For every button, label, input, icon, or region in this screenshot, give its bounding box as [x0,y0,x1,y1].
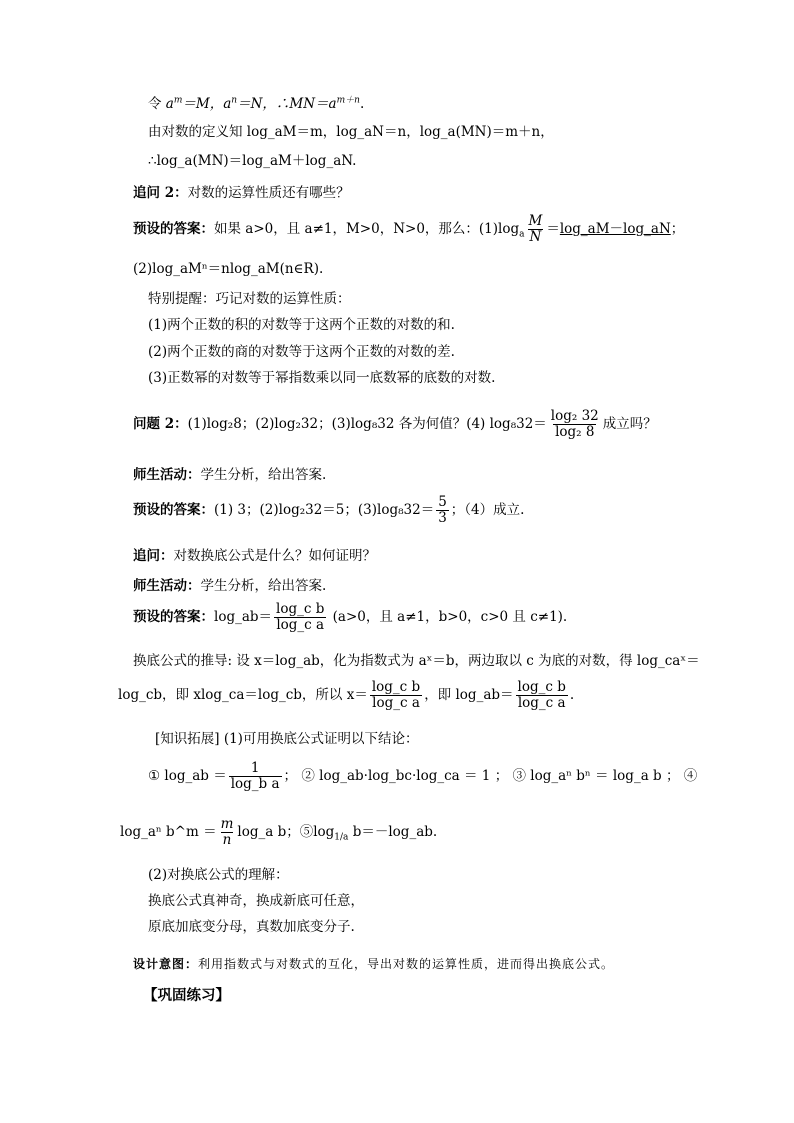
label: 预设的答案： [133,609,214,625]
fraction: $\frac{m}{n}$ [220,816,234,848]
line-24: 原底加底变分母，真数加底变分子. [148,919,355,935]
line-13: 预设的答案：(1) 3；(2)log₂32＝5；(3)log₈32＝ $\frac{5}{3}$ ；（4）成立. [133,494,525,526]
line-1: 令 $a^m=M$，$a^n=N$，$\therefore MN=a^{m+n}$. [148,95,365,112]
line-10: (3)正数幂的对数等于幂指数乘以同一底数幂的底数的对数. [148,370,496,386]
label: 追问 2： [133,185,188,201]
fraction: $\frac{\text{log\_c b}}{\text{log\_c a}}$ [517,679,566,711]
label: 问题 2： [133,416,188,432]
line-15: 师生活动：学生分析，给出答案. [133,578,327,594]
label: 设计意图： [133,957,199,971]
label: 师生活动： [133,578,201,594]
line-2: 由对数的定义知 log_aM＝m，log_aN＝n，log_a(MN)＝m＋n， [148,124,554,140]
label: 追问： [133,548,174,564]
line-9: (2)两个正数的商的对数等于这两个正数的对数的差. [148,344,455,360]
line-17: 换底公式的推导: 设 x＝log_ab，化为指数式为 aˣ＝b，两边取以 c 为底的对数，得 log_caˣ＝ [133,653,700,669]
line-19: [知识拓展] (1)可用换底公式证明以下结论： [155,731,419,747]
line-11: 问题 2：(1)log₂8；(2)log₂32；(3)log₈32 各为何值？(4) log₈32＝ $\frac{\text{log₂ 32}}{\text{log₂ 8}}$ 成立吗？ [133,408,657,440]
line-8: (1)两个正数的积的对数等于这两个正数的对数的和. [148,317,455,333]
line-7: 特别提醒：巧记对数的运算性质： [148,291,351,307]
fraction: $\frac{\text{log\_c b}}{\text{log\_c a}}$ [276,601,325,633]
label: 预设的答案： [133,502,214,518]
label: 师生活动： [133,467,201,483]
line-21: log_aⁿ b^m ＝ $\frac{m}{n}$ log_a b；$⑤\log_{1/a}$ b＝－log_ab. [120,816,438,848]
fraction: $\frac{\text{log₂ 32}}{\text{log₂ 8}}$ [550,408,599,440]
line-14: 追问：对数换底公式是什么？如何证明？ [133,548,376,564]
line-25: 设计意图：利用指数式与对数式的互化，导出对数的运算性质，进而得出换底公式。 [133,957,615,971]
fraction: $\frac{5}{3}$ [438,494,447,526]
section-heading: 【巩固练习】 [143,987,230,1004]
line-22: (2)对换底公式的理解： [148,867,289,883]
line-4: 追问 2：对数的运算性质还有哪些？ [133,185,350,201]
fraction: $\frac{1}{\text{log\_b a}}$ [230,760,280,792]
line-3: ∴log_a(MN)＝log_aM＋log_aN. [148,153,357,169]
line-16: 预设的答案：log_ab＝ $\frac{\text{log\_c b}}{\text{log\_c a}}$ (a>0，且 a≠1，b>0，c>0 且 c≠1). [133,601,568,633]
line-12: 师生活动：学生分析，给出答案. [133,467,327,483]
line-20: ① log_ab ＝ $\frac{1}{\text{log\_b a}}$ ； ② log_ab·log_bc·log_ca ＝ 1 ； ③ log_aⁿ bⁿ ＝ log_a b ； ④ [148,760,698,792]
fraction: $\frac{\text{log\_c b}}{\text{log\_c a}}$ [371,679,421,711]
fraction: $\frac{M}{N}$ [528,213,543,245]
line-23: 换底公式真神奇，换成新底可任意， [148,893,364,909]
line-18: log_cb，即 xlog_ca＝log_cb，所以 x＝ $\frac{\text{log\_c b}}{\text{log\_c a}}$ ，即 log_ab＝ $\frac{\text{log\_c b}}{\text{log\_c a}}$ . [118,679,575,711]
line-5: 预设的答案：如果 a>0，且 a≠1，M>0，N>0，那么：$(1)\log_a$ $\frac{M}{N}$ ＝log_aM－log_aN； [133,213,685,245]
label: 预设的答案： [133,221,214,237]
line-6: (2)log_aMⁿ＝nlog_aM(n∈R). [133,261,324,277]
